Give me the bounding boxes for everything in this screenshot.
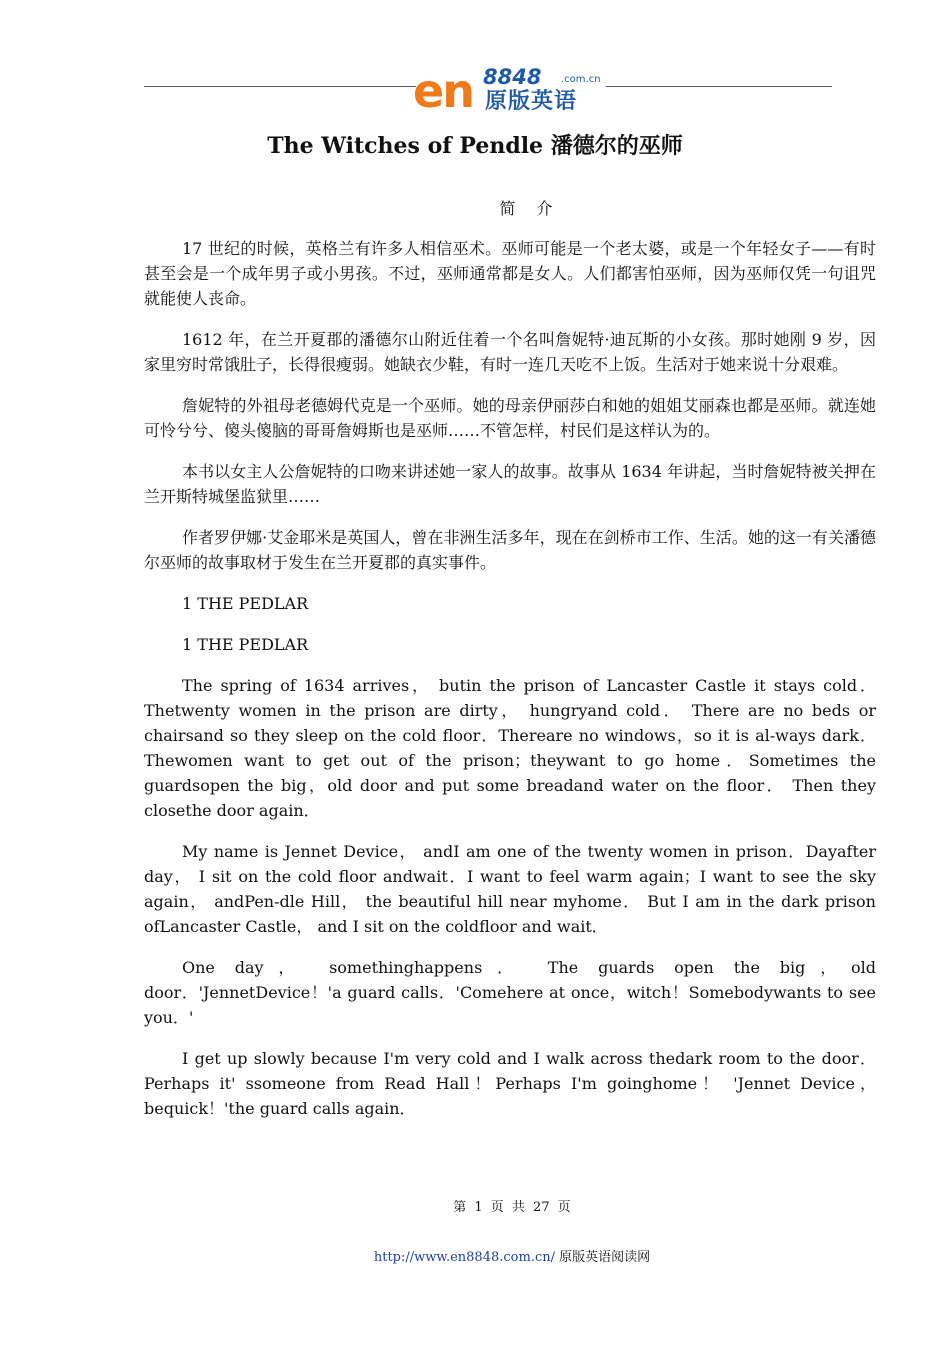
logo-number-text: 8848 [483, 65, 542, 89]
document-body [144, 236, 876, 1137]
header-rule-right [606, 86, 832, 87]
chapter-heading: 1 THE PEDLAR [182, 594, 309, 613]
header-rule-left [144, 86, 416, 87]
site-url-link[interactable]: http://www.en8848.com.cn/ [373, 1250, 555, 1265]
logo-chinese-text: 原版英语 [485, 89, 578, 114]
paragraph: I get up slowly because I'm very cold and I walk across thedark room to the door．Perhaps it' ssomeone from Read Hall！Perhaps I'm goinghome！ 'Jennet Device，bequick！'the guard calls again． [144, 1049, 876, 1118]
section-heading: 简 介 [499, 199, 561, 218]
chapter-heading: 1 THE PEDLAR [182, 635, 309, 654]
document-title: The Witches of Pendle 潘德尔的巫师 [267, 133, 683, 159]
logo-en-text: en [413, 64, 473, 118]
paragraph: 17 世纪的时候，英格兰有许多人相信巫术。巫师可能是一个老太婆，或是一个年轻女子——有时甚至会是一个成年男子或小男孩。不过，巫师通常都是女人。人们都害怕巫师，因为巫师仅凭一句诅咒就能使人丧命。 [144, 239, 876, 308]
paragraph: 本书以女主人公詹妮特的口吻来讲述她一家人的故事。故事从 1634 年讲起，当时詹妮特被关押在兰开斯特城堡监狱里…… [144, 462, 876, 506]
paragraph: The spring of 1634 arrives， butin the prison of Lancaster Castle it stays cold．Thetwenty women in the prison are dirty， hungryand cold． There are no beds or chairsand so they sleep on the cold floor．Thereare no windows，so it is al-ways dark．Thewomen want to get out of the prison；theywant to go home．Sometimes the guardsopen the big，old door and put some breadand water on the floor． Then they closethe door again． [144, 676, 877, 820]
paragraph: My name is Jennet Device， andI am one of the twenty women in prison．Dayafter day， I sit on the cold floor andwait．I want to feel warm again；I want to see the sky again， andPen-dle Hill， the beautiful hill near myhome． But I am in the dark prison ofLancaster Castle， and I sit on the coldfloor and wait． [144, 842, 876, 936]
paragraph: 詹妮特的外祖母老德姆代克是一个巫师。她的母亲伊丽莎白和她的姐姐艾丽森也都是巫师。就连她可怜兮兮、傻头傻脑的哥哥詹姆斯也是巫师……不管怎样，村民们是这样认为的。 [144, 396, 876, 440]
paragraph: 1612 年，在兰开夏郡的潘德尔山附近住着一个名叫詹妮特·迪瓦斯的小女孩。那时她刚 9 岁，因家里穷时常饿肚子，长得很瘦弱。她缺衣少鞋，有时一连几天吃不上饭。生活对于她来说十分艰难。 [144, 330, 876, 374]
footer-link-line [0, 1248, 950, 1268]
paragraph: 作者罗伊娜·艾金耶米是英国人，曾在非洲生活多年，现在在剑桥市工作、生活。她的这一有关潘德尔巫师的故事取材于发生在兰开夏郡的真实事件。 [144, 528, 876, 572]
page-number: 第 1 页 共 27 页 [453, 1200, 571, 1215]
site-logo[interactable] [413, 66, 607, 118]
site-name: 原版英语阅读网 [559, 1250, 651, 1265]
logo-domain-text: .com.cn [561, 74, 601, 85]
paragraph: One day， somethinghappens． The guards open the big，old door．'JennetDevice！'a guard calls．'Comehere at once，witch！Somebodywants to see you．' [144, 958, 876, 1027]
